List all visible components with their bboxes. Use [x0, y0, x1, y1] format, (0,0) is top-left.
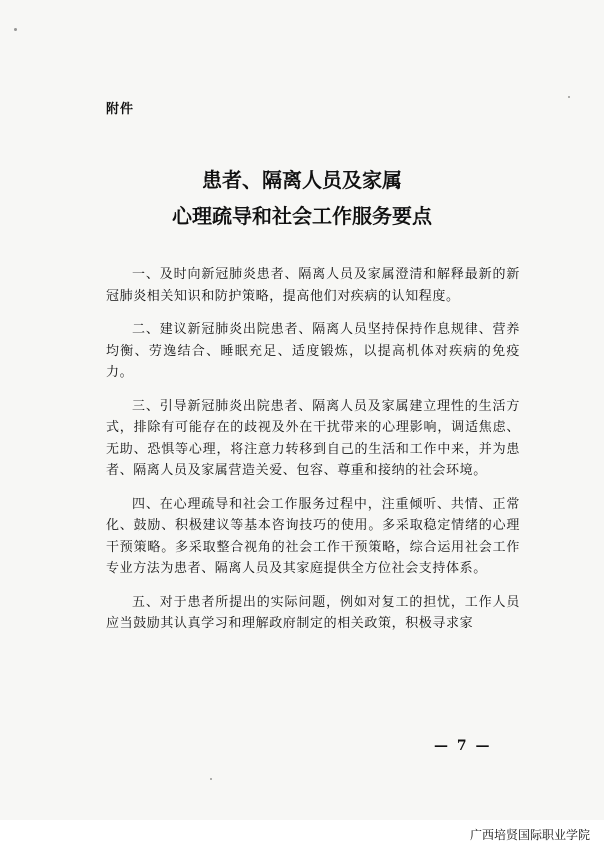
title-line-1: 患者、隔离人员及家属 — [202, 168, 402, 192]
paragraph-3: 三、引导新冠肺炎出院患者、隔离人员及家属建立理性的生活方式，排除有可能存在的歧视及外在干扰带来的心理影响，调适焦虑、无助、恐惧等心理，将注意力转移到自己的生活和工作中来，并为患者、隔离人员及家属营造关爱、包容、尊重和接纳的社会环境。 — [106, 398, 520, 478]
page-number: — 7 — — [434, 738, 492, 754]
attachment-label: 附件 — [106, 102, 135, 117]
paragraph-2: 二、建议新冠肺炎出院患者、隔离人员坚持保持作息规律、营养均衡、劳逸结合、睡眠充足、适度锻炼，以提高机体对疾病的免疫力。 — [106, 322, 520, 380]
document-body — [106, 264, 520, 647]
scan-speck — [568, 96, 570, 98]
paragraph-4: 四、在心理疏导和社会工作服务过程中，注重倾听、共情、正常化、鼓励、积极建议等基本咨询技巧的使用。多采取稳定情绪的心理干预策略。多采取整合视角的社会工作干预策略，综合运用社会工作专业方法为患者、隔离人员及其家庭提供全方位社会支持体系。 — [106, 496, 520, 576]
paragraph-5: 五、对于患者所提出的实际问题，例如对复工的担忧，工作人员应当鼓励其认真学习和理解政府制定的相关政策，积极寻求家 — [106, 594, 520, 631]
scan-speck — [14, 28, 17, 31]
watermark-text: 广西培贤国际职业学院 — [469, 828, 590, 842]
document-title — [0, 162, 604, 234]
paragraph-1: 一、及时向新冠肺炎患者、隔离人员及家属澄清和解释最新的新冠肺炎相关知识和防护策略，提高他们对疾病的认知程度。 — [106, 267, 520, 304]
scan-speck — [210, 778, 212, 780]
title-line-2: 心理疏导和社会工作服务要点 — [172, 204, 432, 228]
